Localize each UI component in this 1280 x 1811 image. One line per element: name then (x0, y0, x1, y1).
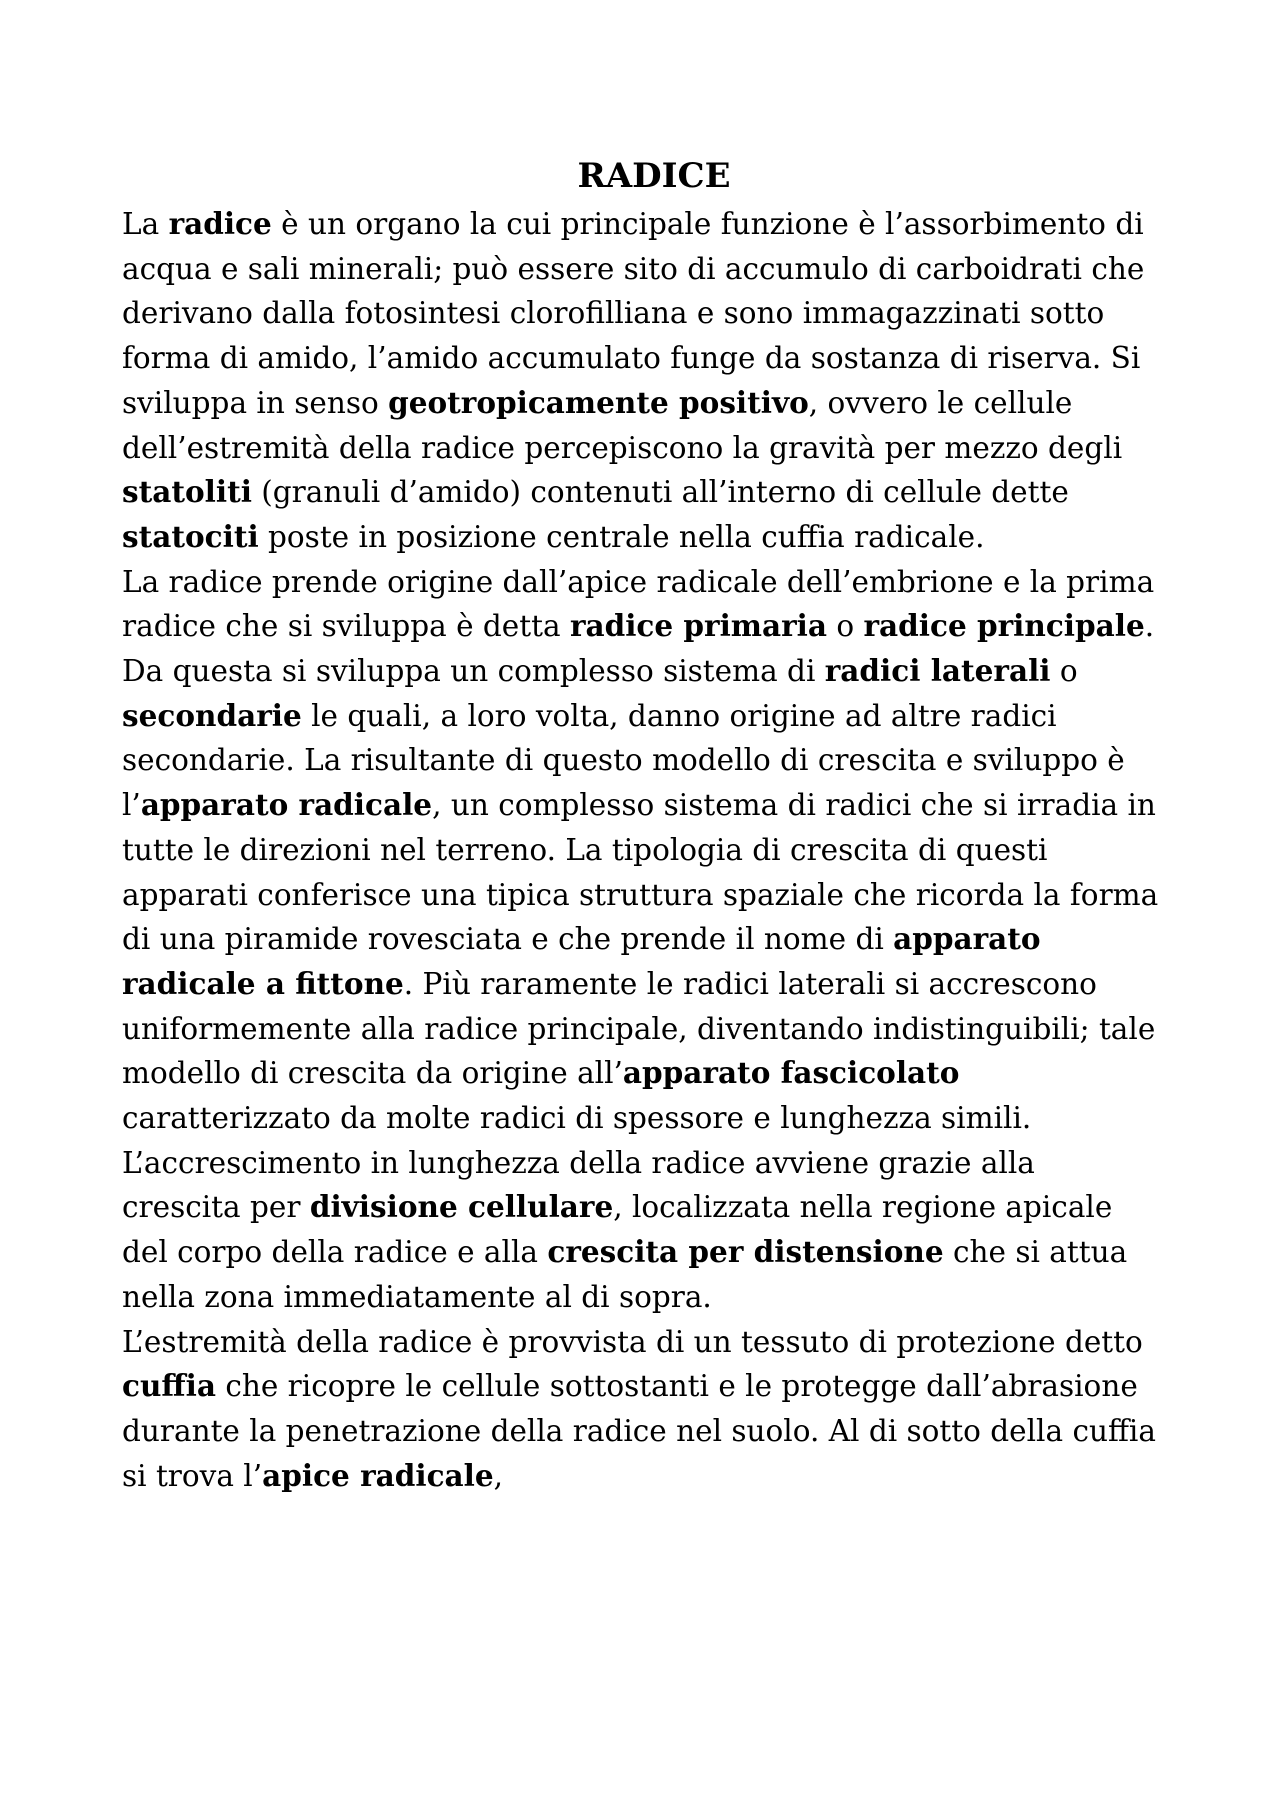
bold-term: apparato radicale a fittone (122, 921, 1041, 1001)
text-run: (granuli d’amido) contenuti all’interno di cellule dette (251, 475, 1069, 510)
bold-term: geotropicamente positivo (388, 384, 809, 420)
text-run: L’accrescimento in lunghezza della radice avviene grazie alla crescita per (122, 1145, 1035, 1225)
text-run: . Più raramente le radici laterali si accrescono uniformemente alla radice principale, diventando indistinguibili; tale modello di crescita da origine all’ (122, 966, 1156, 1091)
text-run: , un complesso sistema di radici che si irradia in tutte le direzioni nel terreno. La tipologia di crescita di questi apparati conferisce una tipica struttura spaziale che ricorda la forma di una piramide rovesciata e che prende il nome di (122, 788, 1159, 957)
text-run: , (493, 1458, 504, 1493)
text-run: caratterizzato da molte radici di spessore e lunghezza simili. (122, 1101, 1032, 1136)
paragraph (122, 1141, 1162, 1320)
bold-term: secondarie (122, 697, 302, 733)
text-run: La radice prende origine dall’apice radicale dell’embrione e la prima radice che si sviluppa è detta (122, 564, 1155, 644)
bold-term: apice radicale (262, 1457, 494, 1493)
text-run: L’estremità della radice è provvista di un tessuto di protezione detto (122, 1324, 1143, 1359)
bold-term: apparato radicale (140, 787, 433, 823)
paragraph (122, 202, 1162, 560)
bold-term: divisione cellulare (309, 1189, 614, 1225)
bold-term: crescita per distensione (547, 1234, 944, 1270)
bold-term: cuffia (122, 1368, 216, 1404)
bold-term: radice primaria (569, 608, 827, 644)
text-run: è un organo la cui principale funzione è l’assorbimento di acqua e sali minerali; può essere sito di accumulo di carboidrati che derivano dalla fotosintesi clorofilliana e sono immagazzinati sotto forma di amido, l’amido accumulato funge da sostanza di riserva. Si sviluppa in senso (122, 207, 1145, 420)
text-run: che ricopre le cellule sottostanti e le protegge dall’abrasione durante la penetrazione della radice nel suolo. Al di sotto della cuffia si trova l’ (122, 1369, 1156, 1493)
text-run: che si attua nella zona immediatamente al di sopra. (122, 1235, 1128, 1314)
page-title: RADICE (577, 156, 731, 196)
text-run: , localizzata nella regione apicale del corpo della radice e alla (122, 1190, 1113, 1270)
paragraph (122, 560, 1162, 1141)
bold-term: statoliti (122, 474, 252, 510)
paragraph (122, 1320, 1162, 1499)
text-run: . Da questa si sviluppa un complesso sistema di (122, 609, 1155, 689)
bold-term: radici laterali (824, 653, 1051, 689)
text-run: le quali, a loro volta, danno origine ad altre radici secondarie. La risultante di questo modello di crescita e sviluppo è l’ (122, 698, 1125, 823)
text-run: poste in posizione centrale nella cuffia radicale. (258, 519, 985, 554)
text-run: o (827, 609, 864, 644)
text-run: , ovvero le cellule dell’estremità della radice percepiscono la gravità per mezzo degli (122, 385, 1123, 465)
bold-term: statociti (122, 518, 259, 554)
text-run: o (1050, 654, 1078, 689)
document-body (122, 202, 1162, 1498)
bold-term: radice (168, 206, 272, 241)
document-page (122, 150, 1162, 1498)
text-run: La (122, 207, 169, 241)
bold-term: apparato fascicolato (622, 1055, 960, 1091)
bold-term: radice principale (863, 608, 1145, 644)
